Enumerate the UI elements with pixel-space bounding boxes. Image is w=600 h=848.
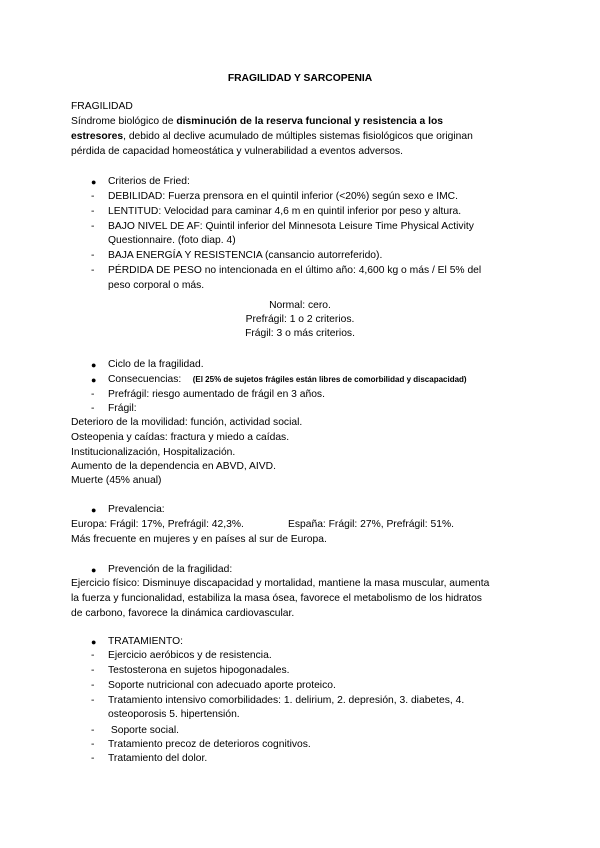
definition-line-3: pérdida de capacidad homeostática y vulnerabilidad a eventos adversos. [71,146,403,157]
fried-result: Normal: cero. [269,300,331,311]
prevalencia-europa: Europa: Frágil: 17%, Prefrágil: 42,3%. [71,519,244,530]
prevalencia-espana: España: Frágil: 27%, Prefrágil: 51%. [288,519,454,530]
fried-criterion: PÉRDIDA DE PESO no intencionada en el último año: 4,600 kg o más / El 5% del [108,265,482,276]
prevalencia-heading: Prevalencia: [108,504,165,515]
bullet-icon: ● [91,565,97,575]
consecuencia-line: Muerte (45% anual) [71,475,162,486]
fried-criterion: BAJA ENERGÍA Y RESISTENCIA (cansancio autorreferido). [108,250,383,261]
fried-criterion-continued: Questionnaire. (foto diap. 4) [108,235,236,246]
prevencion-line: la fuerza y funcionalidad, estabiliza la masa ósea, favorece el metabolismo de los hidratos [71,593,482,604]
dash-icon: - [91,191,95,202]
definition-bold-text: disminución de la reserva funcional y resistencia a los [176,116,444,127]
fried-criterion-continued: peso corporal o más. [108,280,205,291]
consecuencia-line: Deterioro de la movilidad: función, actividad social. [71,417,303,428]
fragil-line: Frágil: [108,403,137,414]
consecuencias-label: Consecuencias: [108,374,182,385]
tratamiento-item-continued: osteoporosis 5. hipertensión. [108,709,240,720]
tratamiento-heading: TRATAMIENTO: [108,636,183,647]
dash-icon: - [91,725,95,736]
section-heading-fragilidad: FRAGILIDAD [71,101,133,112]
bullet-icon: ● [91,375,97,385]
dash-icon: - [91,403,95,414]
definition-text: , debido al declive acumulado de múltiples sistemas fisiológicos que originan [123,131,473,142]
dash-icon: - [91,389,95,400]
document-title: FRAGILIDAD Y SARCOPENIA [227,73,373,84]
fried-criterion: DEBILIDAD: Fuerza prensora en el quintil inferior (<20%) según sexo e IMC. [108,191,458,202]
bullet-icon: ● [91,177,97,187]
bullet-icon: ● [91,505,97,515]
definition-line-1 [71,115,443,129]
dash-icon: - [91,695,95,706]
tratamiento-item: Tratamiento del dolor. [108,753,208,764]
definition-text: Síndrome biológico de [71,116,177,127]
prevalencia-nota: Más frecuente en mujeres y en países al sur de Europa. [71,534,327,545]
prevencion-line: de carbono, favorece la dinámica cardiovascular. [71,608,295,619]
bullet-icon: ● [91,637,97,647]
fried-result: Frágil: 3 o más criterios. [245,328,355,339]
consecuencia-line: Institucionalización, Hospitalización. [71,447,236,458]
tratamiento-item: Ejercicio aeróbicos y de resistencia. [108,650,272,661]
prefragil-line: Prefrágil: riesgo aumentado de frágil en 3 años. [108,389,325,400]
definition-bold-text: estresores [71,131,124,142]
fried-criterion: LENTITUD: Velocidad para caminar 4,6 m en quintil inferior por peso y altura. [108,206,462,217]
dash-icon: - [91,739,95,750]
dash-icon: - [91,650,95,661]
bullet-icon: ● [91,360,97,370]
dash-icon: - [91,665,95,676]
dash-icon: - [91,753,95,764]
dash-icon: - [91,265,95,276]
tratamiento-item: Tratamiento precoz de deterioros cognitivos. [108,739,311,750]
definition-line-2 [71,130,473,144]
consecuencias-note: (El 25% de sujetos frágiles están libres de comorbilidad y discapacidad) [192,375,467,384]
fried-result: Prefrágil: 1 o 2 criterios. [245,314,355,325]
tratamiento-item: Soporte nutricional con adecuado aporte proteico. [108,680,336,691]
consecuencia-line: Osteopenia y caídas: fractura y miedo a caídas. [71,432,290,443]
dash-icon: - [91,206,95,217]
prevencion-line: Ejercicio físico: Disminuye discapacidad y mortalidad, mantiene la masa muscular, aumenta [71,578,490,589]
tratamiento-item: Testosterona en sujetos hipogonadales. [108,665,290,676]
ciclo-heading: Ciclo de la fragilidad. [108,359,204,370]
fried-criterion: BAJO NIVEL DE AF: Quintil inferior del Minnesota Leisure Time Physical Activity [108,221,474,232]
consecuencia-line: Aumento de la dependencia en ABVD, AIVD. [71,461,276,472]
tratamiento-item: Tratamiento intensivo comorbilidades: 1. delirium, 2. depresión, 3. diabetes, 4. [108,695,465,706]
tratamiento-item: Soporte social. [108,725,179,736]
prevencion-heading: Prevención de la fragilidad: [108,564,233,575]
dash-icon: - [91,680,95,691]
dash-icon: - [91,221,95,232]
consecuencias-line [108,373,467,387]
dash-icon: - [91,250,95,261]
fried-heading: Criterios de Fried: [108,176,190,187]
